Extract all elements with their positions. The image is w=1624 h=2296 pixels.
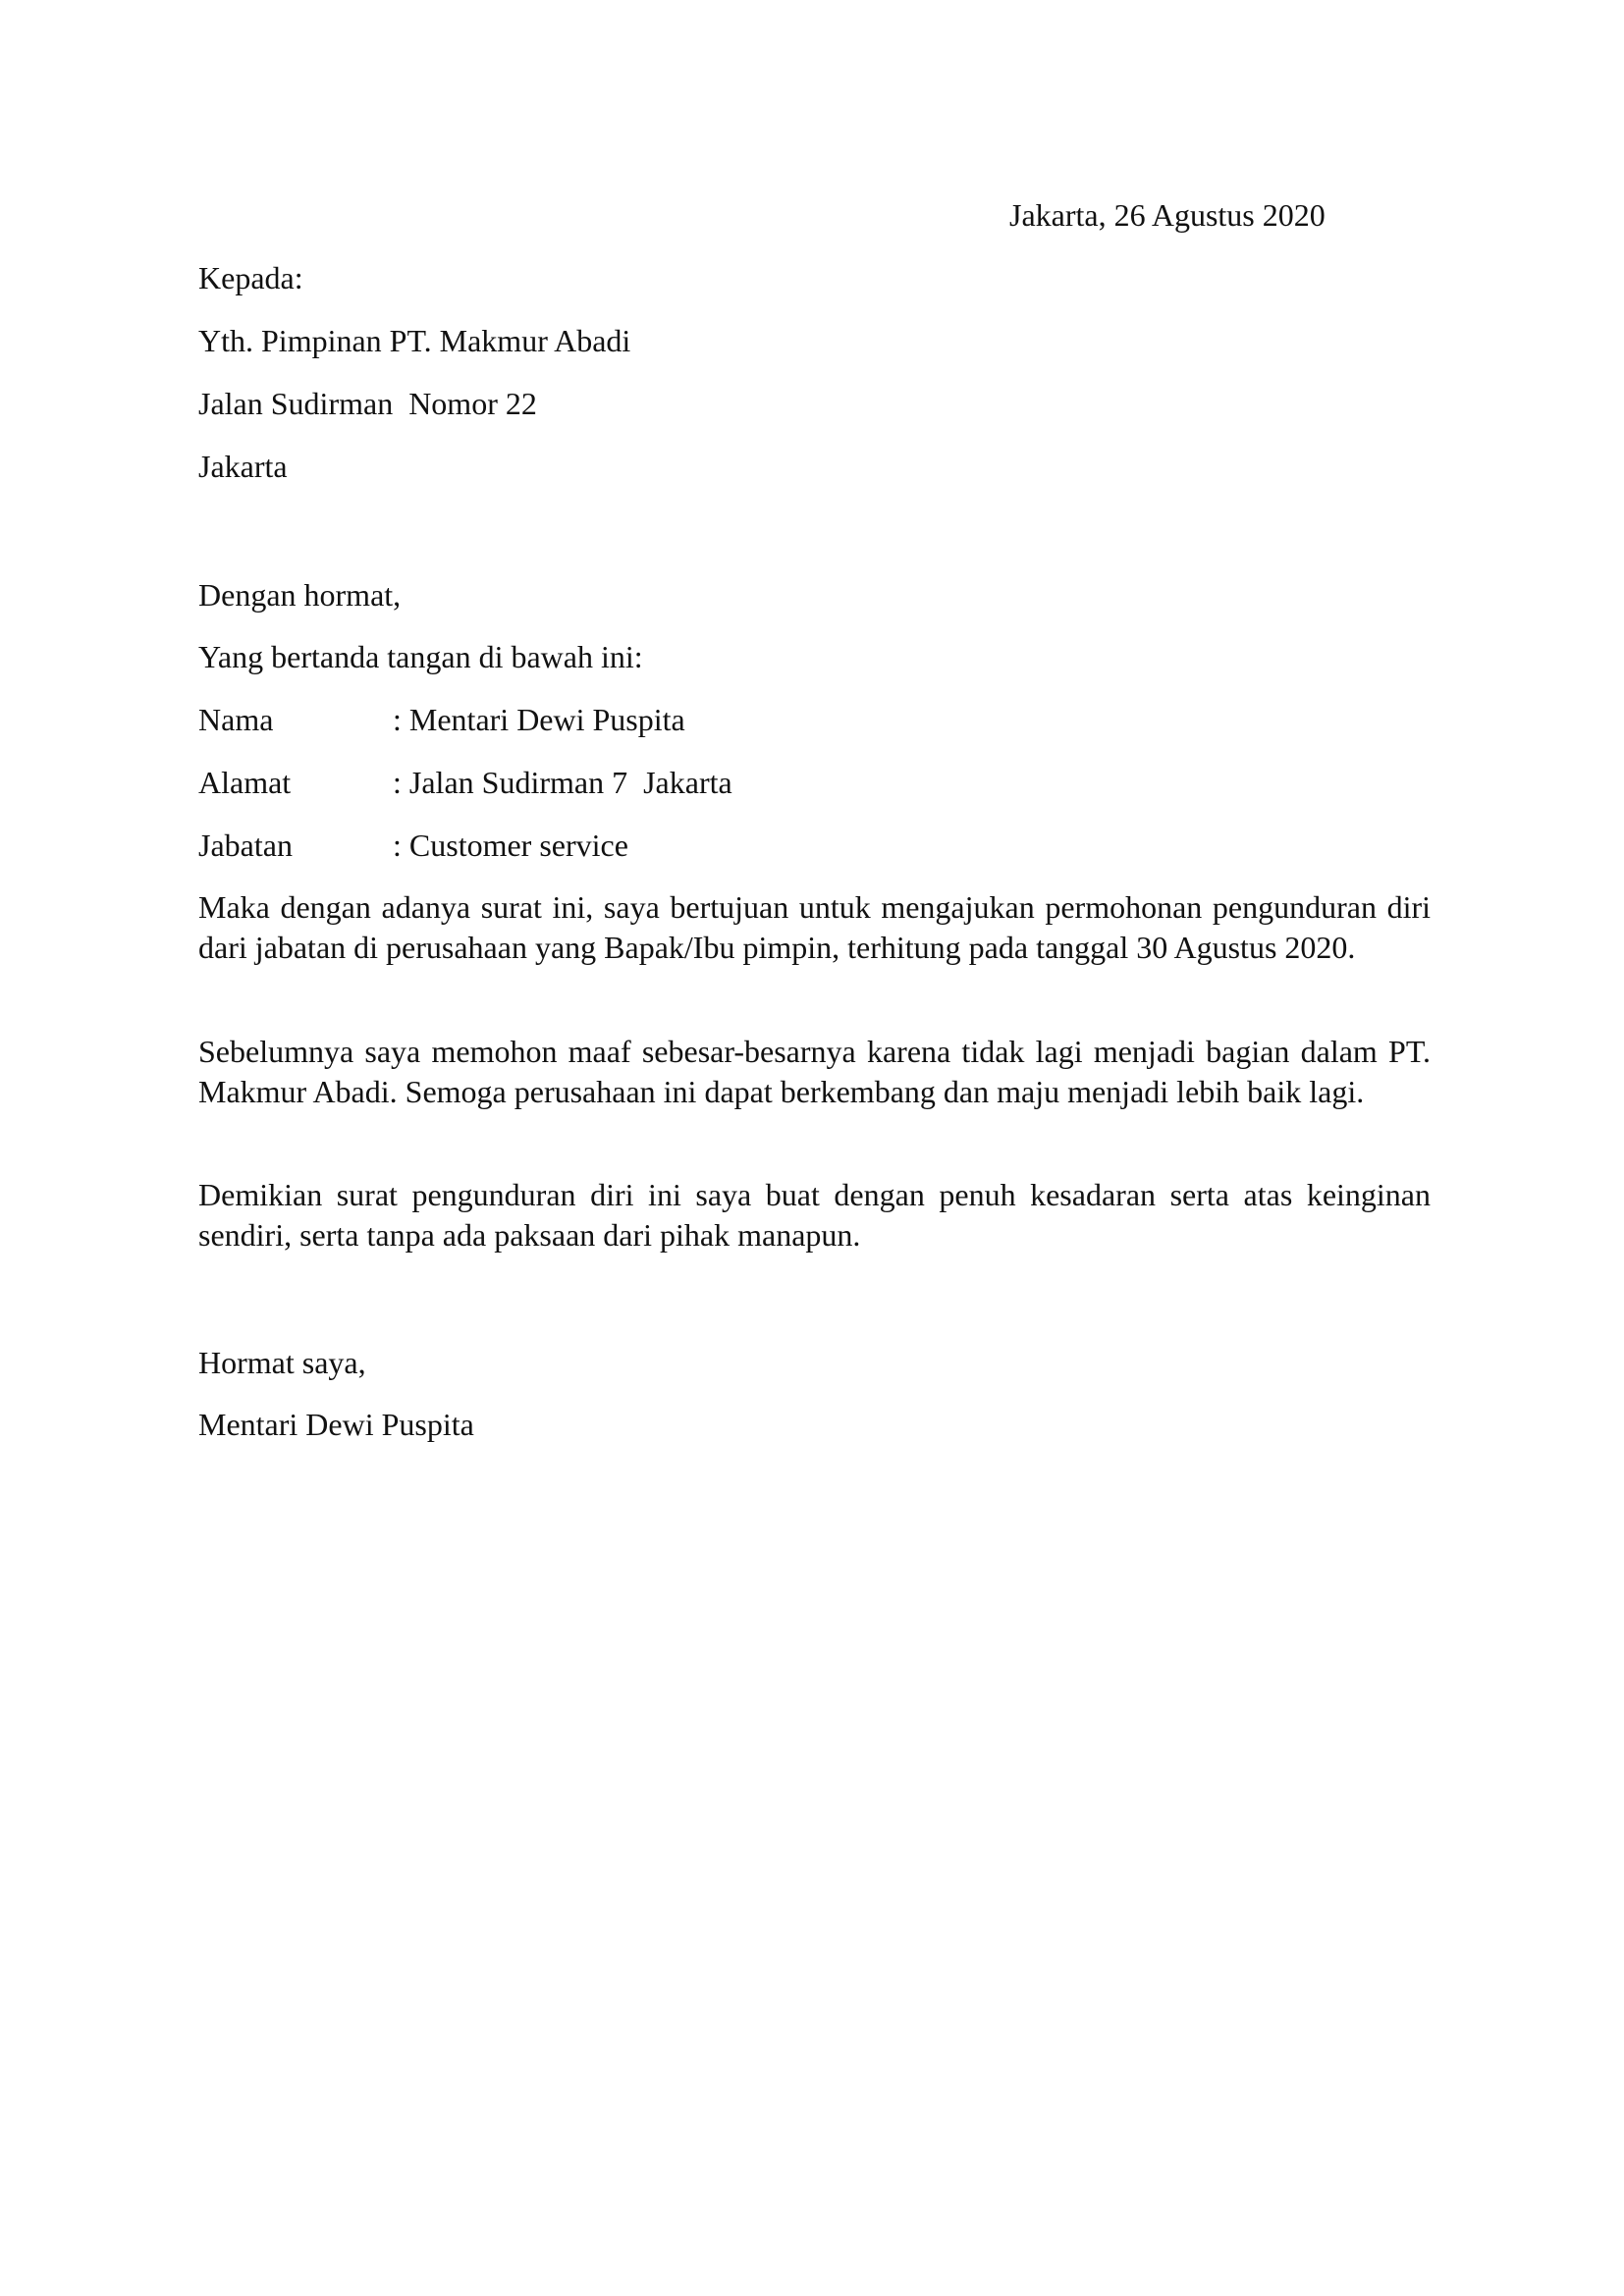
identity-address-value: : Jalan Sudirman 7 Jakarta [393, 765, 732, 800]
recipient-name: Yth. Pimpinan PT. Makmur Abadi [198, 323, 631, 358]
identity-position-label: Jabatan [198, 828, 293, 863]
salutation: Dengan hormat, [198, 577, 402, 613]
letter-date: Jakarta, 26 Agustus 2020 [1009, 197, 1326, 233]
closing: Hormat saya, [198, 1345, 366, 1380]
recipient-block [198, 257, 1431, 508]
identity-block [198, 699, 1431, 887]
identity-name-value: : Mentari Dewi Puspita [393, 702, 685, 737]
recipient-address: Jalan Sudirman Nomor 22 [198, 386, 537, 421]
body-paragraph: Maka dengan adanya surat ini, saya bertujuan untuk mengajukan permohonan pengunduran diri dari jabatan di perusahaan yang Bapak/Ibu pimpin, terhitung pada tanggal 30 Agustus 2020. [198, 889, 1431, 965]
identity-row-name [198, 699, 1431, 740]
identity-name-label: Nama [198, 702, 274, 737]
body-paragraph: Demikian surat pengunduran diri ini saya buat dengan penuh kesadaran serta atas keinginan sendiri, serta tanpa ada paksaan dari pihak manapun. [198, 1177, 1431, 1253]
identity-address-label: Alamat [198, 765, 292, 800]
recipient-to-label: Kepada: [198, 260, 303, 295]
identity-position-value: : Customer service [393, 828, 628, 863]
identity-row-position [198, 825, 1431, 866]
signer-name: Mentari Dewi Puspita [198, 1407, 474, 1442]
identity-row-address [198, 762, 1431, 803]
body-paragraph: Sebelumnya saya memohon maaf sebesar-besarnya karena tidak lagi menjadi bagian dalam PT. Makmur Abadi. Semoga perusahaan ini dapat berkembang dan maju menjadi lebih baik lagi. [198, 1034, 1431, 1109]
recipient-city: Jakarta [198, 449, 288, 484]
intro-line: Yang bertanda tangan di bawah ini: [198, 639, 643, 674]
